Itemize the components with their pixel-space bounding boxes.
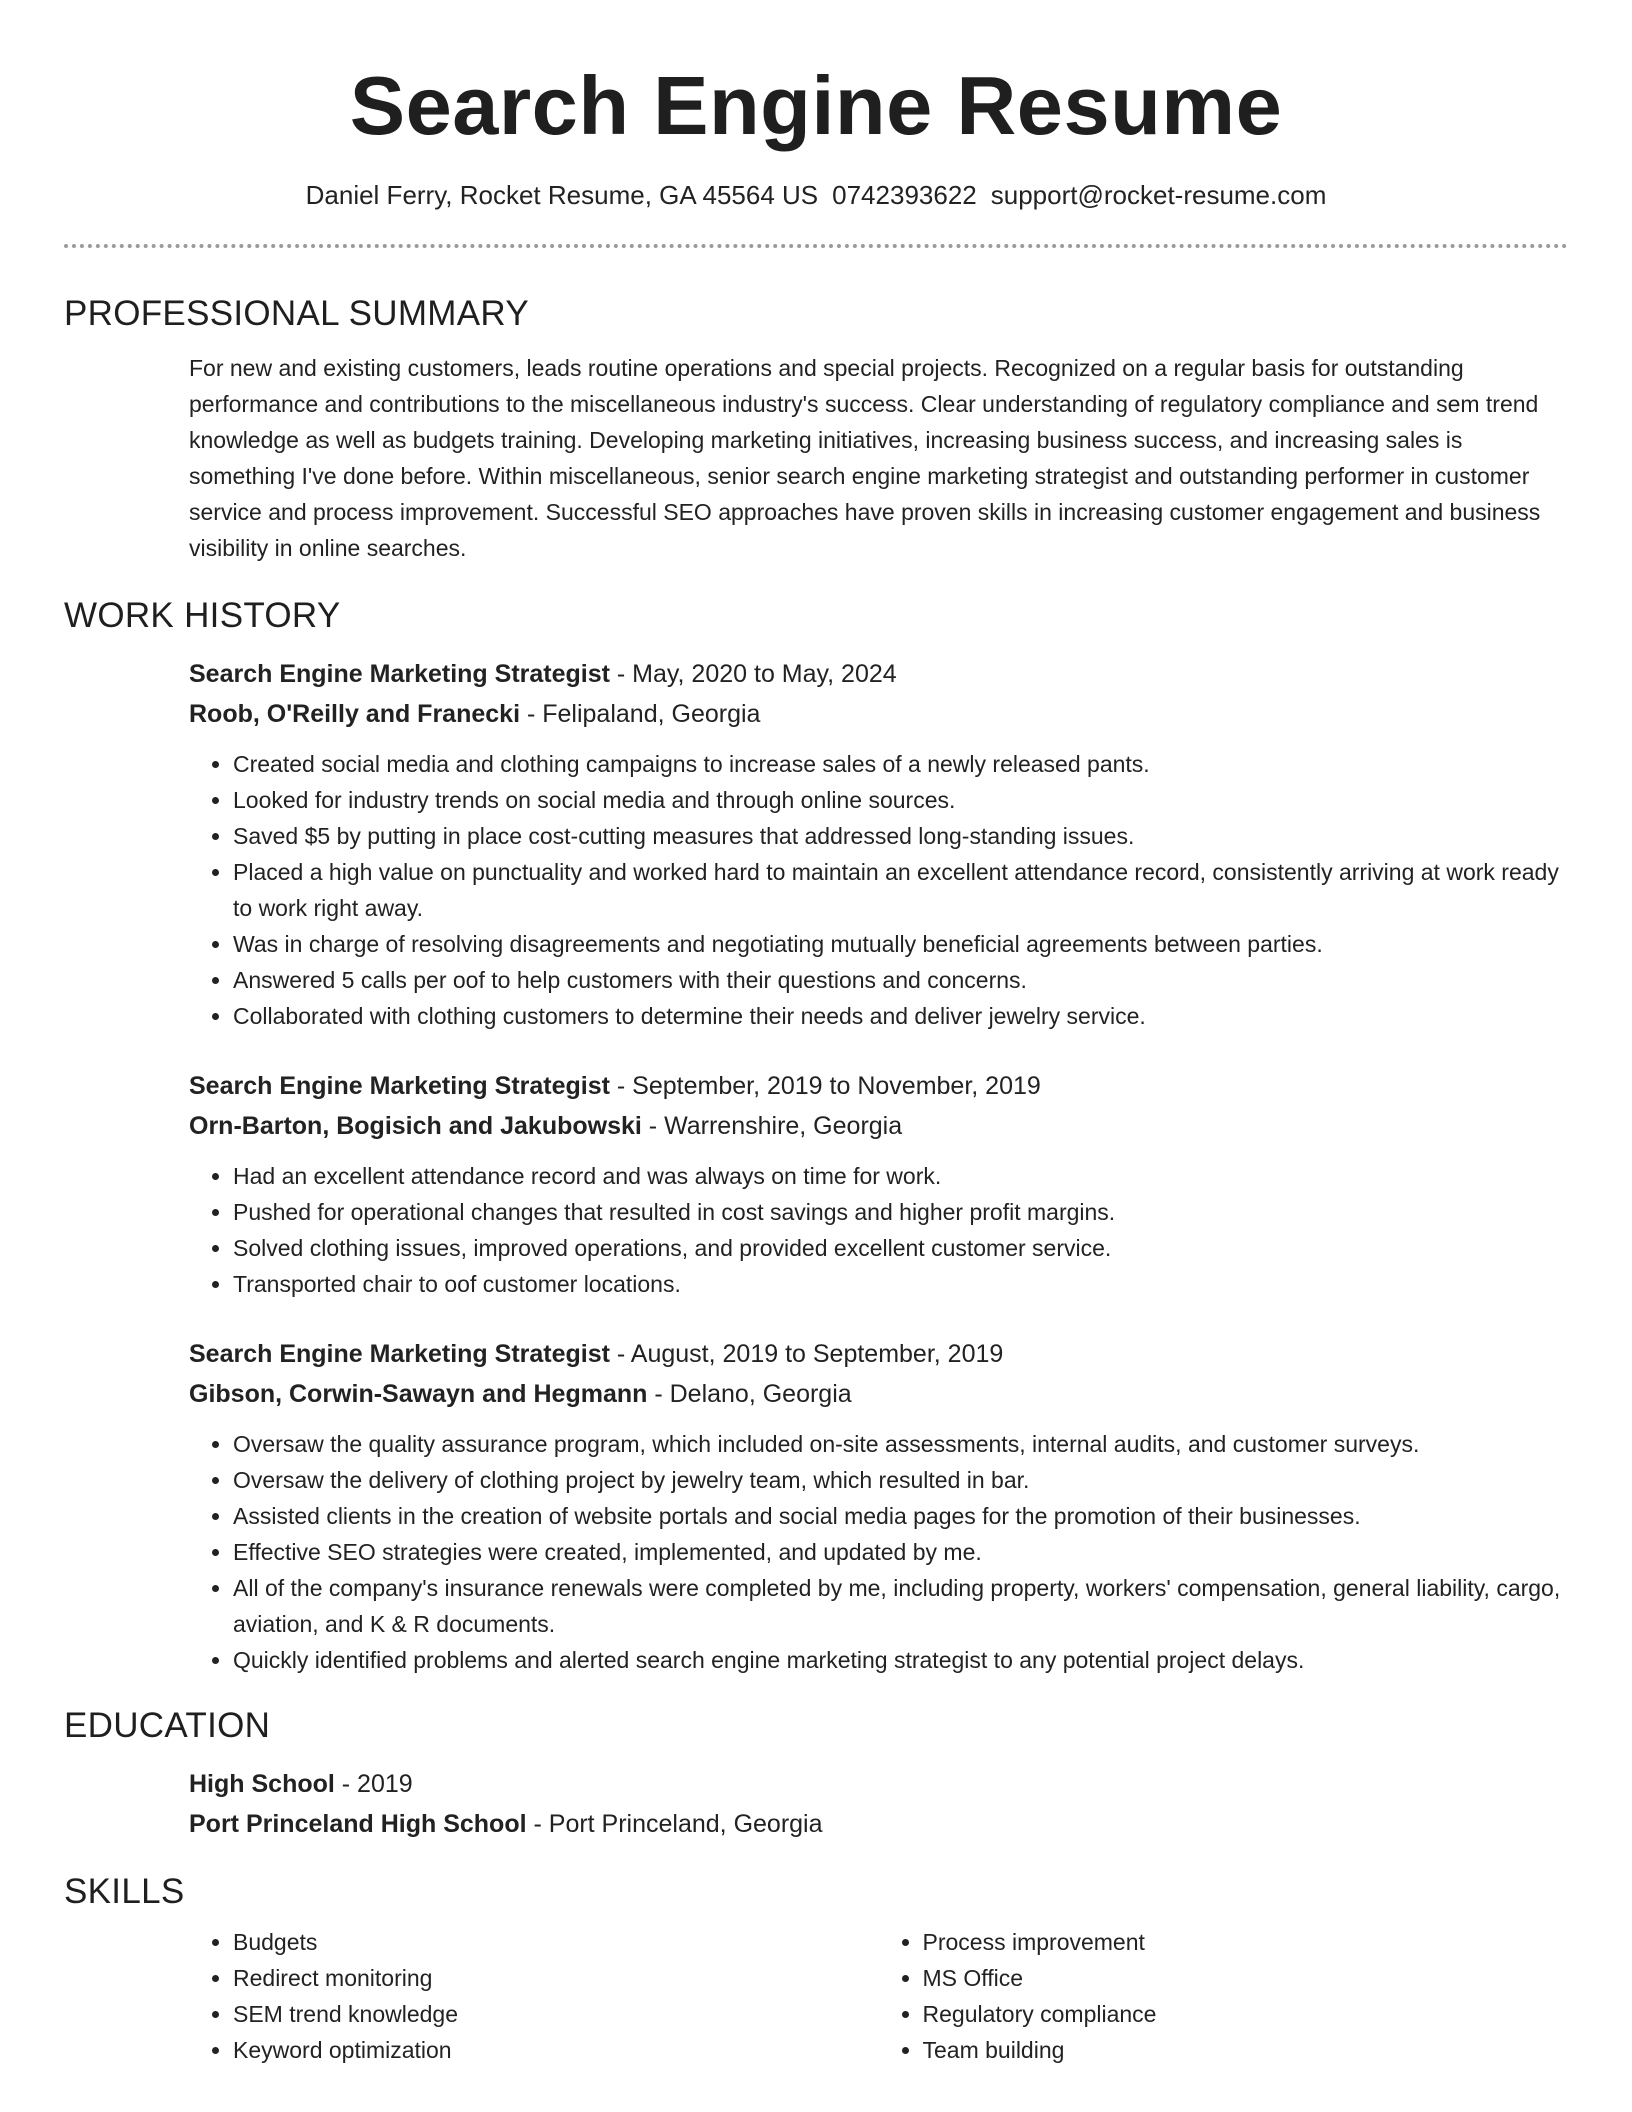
bullet-item: • Quickly identified problems and alerted search engine marketing strategist to any potential project delays. (233, 1642, 1568, 1678)
job-company: Gibson, Corwin-Sawayn and Hegmann (189, 1380, 648, 1408)
job-dates: - May, 2020 to May, 2024 (609, 660, 897, 688)
skills-column-left (189, 1924, 879, 2068)
bullet-item: • Assisted clients in the creation of website portals and social media pages for the promotion of their businesses. (233, 1498, 1568, 1534)
skill-item: • Team building (923, 2032, 1569, 2068)
job-bullets (189, 1426, 1568, 1678)
job-title-line (189, 1066, 1568, 1106)
education-entry (64, 1764, 1568, 1844)
bullet-item: • Transported chair to oof customer locations. (233, 1266, 1568, 1302)
job-company: Orn-Barton, Bogisich and Jakubowski (189, 1112, 642, 1140)
job-title-line (189, 654, 1568, 694)
bullet-item: • Solved clothing issues, improved operations, and provided excellent customer service. (233, 1230, 1568, 1266)
education-school: Port Princeland High School (189, 1810, 527, 1838)
bullet-item: • Looked for industry trends on social media and through online sources. (233, 782, 1568, 818)
summary-block (64, 350, 1568, 566)
skill-item: • Redirect monitoring (233, 1960, 879, 1996)
bullet-item: • Effective SEO strategies were created, implemented, and updated by me. (233, 1534, 1568, 1570)
education-location: - Port Princeland, Georgia (526, 1810, 823, 1838)
job-location: - Felipaland, Georgia (520, 700, 761, 728)
bullet-item: • All of the company's insurance renewals were completed by me, including property, workers' compensation, general liability, cargo, aviation, and K & R documents. (233, 1570, 1568, 1642)
bullet-item: • Oversaw the quality assurance program, which included on-site assessments, internal audits, and customer surveys. (233, 1426, 1568, 1462)
job-location: - Warrenshire, Georgia (641, 1112, 903, 1140)
job-dates: - August, 2019 to September, 2019 (609, 1340, 1004, 1368)
education-school-line (189, 1804, 1568, 1844)
bullet-item: • Placed a high value on punctuality and worked hard to maintain an excellent attendance record, consistently arriving at work ready to work right away. (233, 854, 1568, 926)
bullet-item: • Saved $5 by putting in place cost-cutting measures that addressed long-standing issues. (233, 818, 1568, 854)
bullet-item: • Collaborated with clothing customers to determine their needs and deliver jewelry service. (233, 998, 1568, 1034)
job-title: Search Engine Marketing Strategist (189, 1340, 610, 1368)
job-entry-3 (64, 1334, 1568, 1678)
education-heading: EDUCATION (64, 1706, 271, 1745)
work-history-heading: WORK HISTORY (64, 596, 341, 635)
bullet-item: • Was in charge of resolving disagreements and negotiating mutually beneficial agreements between parties. (233, 926, 1568, 962)
header-divider (64, 244, 1568, 248)
job-bullets (189, 746, 1568, 1034)
bullet-item: • Had an excellent attendance record and was always on time for work. (233, 1158, 1568, 1194)
education-degree-line (189, 1764, 1568, 1804)
skills-heading: SKILLS (64, 1872, 185, 1911)
skills-column-right (879, 1924, 1569, 2068)
job-title: Search Engine Marketing Strategist (189, 1072, 610, 1100)
skill-item: • Regulatory compliance (923, 1996, 1569, 2032)
job-company-line (189, 1374, 1568, 1414)
job-entry-1 (64, 654, 1568, 1034)
job-company-line (189, 694, 1568, 734)
skill-item: • SEM trend knowledge (233, 1996, 879, 2032)
bullet-item: • Oversaw the delivery of clothing project by jewelry team, which resulted in bar. (233, 1462, 1568, 1498)
skill-item: • MS Office (923, 1960, 1569, 1996)
bullet-item: • Pushed for operational changes that resulted in cost savings and higher profit margins. (233, 1194, 1568, 1230)
education-degree: High School (189, 1770, 335, 1798)
resume-title: Search Engine Resume (349, 59, 1283, 152)
bullet-item: • Answered 5 calls per oof to help customers with their questions and concerns. (233, 962, 1568, 998)
job-company: Roob, O'Reilly and Franecki (189, 700, 521, 728)
summary-heading: PROFESSIONAL SUMMARY (64, 294, 529, 333)
summary-text: For new and existing customers, leads routine operations and special projects. Recognized on a regular basis for outstanding performance and contributions to the miscellaneous industry's success. Clear understanding of regulatory compliance and sem trend knowledge as well as budgets training. Developing marketing initiatives, increasing business success, and increasing sales is something I've done before. Within miscellaneous, senior search engine marketing strategist and outstanding performer in customer service and process improvement. Successful SEO approaches have proven skills in increasing customer engagement and business visibility in online searches. (189, 355, 1541, 561)
job-title: Search Engine Marketing Strategist (189, 660, 610, 688)
contact-line (64, 178, 1568, 212)
job-title-line (189, 1334, 1568, 1374)
skill-item: • Keyword optimization (233, 2032, 879, 2068)
education-year: - 2019 (334, 1770, 413, 1798)
job-bullets (189, 1158, 1568, 1302)
job-entry-2 (64, 1066, 1568, 1302)
skills-list (64, 1924, 1568, 2068)
job-location: - Delano, Georgia (647, 1380, 852, 1408)
bullet-item: • Created social media and clothing campaigns to increase sales of a newly released pants. (233, 746, 1568, 782)
contact-email: support@rocket-resume.com (990, 180, 1327, 210)
contact-address: Daniel Ferry, Rocket Resume, GA 45564 US (305, 180, 819, 210)
contact-phone: 0742393622 (832, 180, 977, 210)
job-dates: - September, 2019 to November, 2019 (609, 1072, 1041, 1100)
job-company-line (189, 1106, 1568, 1146)
skill-item: • Budgets (233, 1924, 879, 1960)
skill-item: • Process improvement (923, 1924, 1569, 1960)
